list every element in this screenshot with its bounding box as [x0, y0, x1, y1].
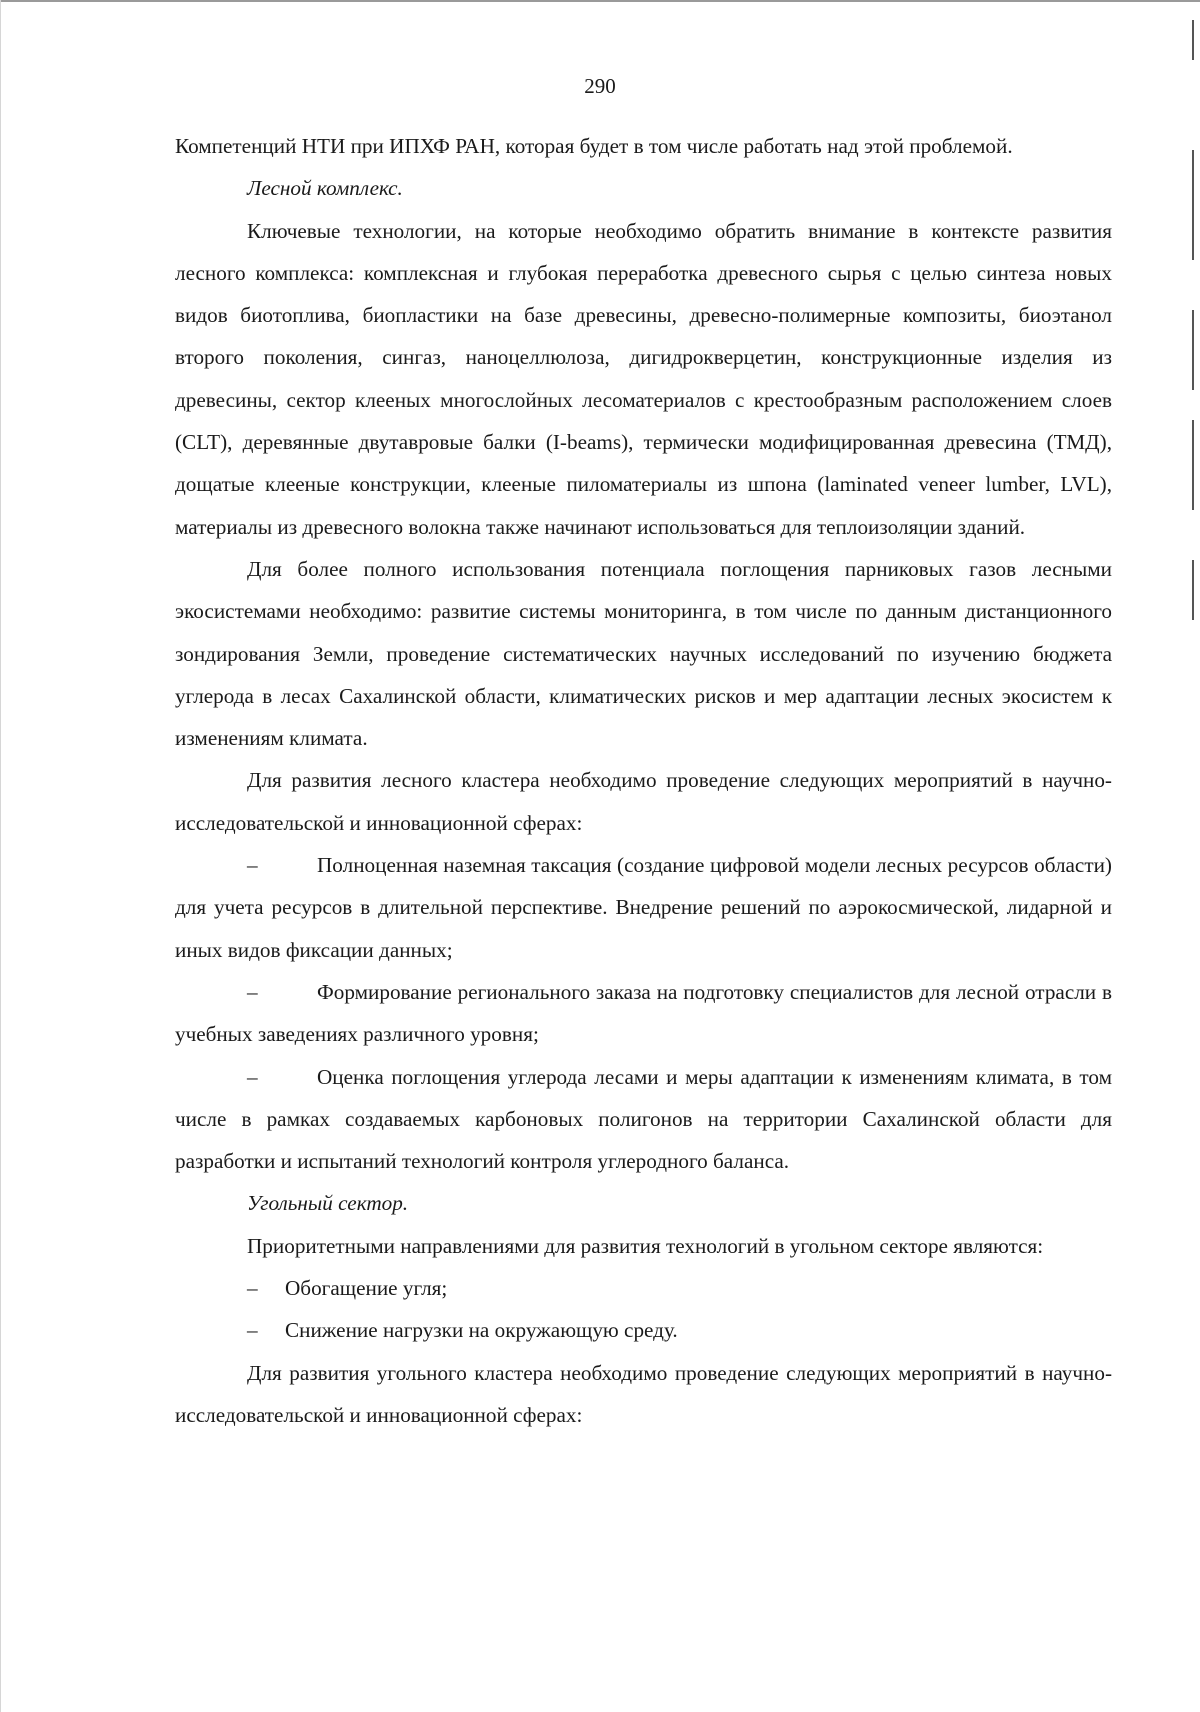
scan-edge-left — [0, 0, 1, 1712]
scan-mark — [1192, 150, 1194, 260]
scan-mark — [1192, 560, 1194, 620]
document-body — [175, 125, 1112, 1436]
body-paragraph: Для развития лесного кластера необходимо проведение следующих мероприятий в научно-исследовательской и инновационной сферах: — [175, 768, 1112, 835]
list-dash: – — [247, 1064, 258, 1089]
list-item — [175, 1309, 1112, 1351]
section-heading-coal: Угольный сектор. — [247, 1191, 409, 1216]
body-paragraph: Приоритетными направлениями для развития технологий в угольном секторе являются: — [247, 1233, 1044, 1258]
list-dash: – — [247, 979, 258, 1004]
scan-edge-top — [0, 0, 1200, 2]
scan-mark — [1192, 310, 1194, 390]
list-item-text: Оценка поглощения углерода лесами и меры адаптации к изменениям климата, в том числе в рамках создаваемых карбоновых полигонов на территории Сахалинской области для разработки и испытаний технологий контроля углеродного баланса. — [175, 1064, 1112, 1174]
list-dash: – — [247, 853, 258, 878]
section-heading-forest: Лесной комплекс. — [247, 176, 403, 201]
continuation-paragraph: Компетенций НТИ при ИПХФ РАН, которая будет в том числе работать над этой проблемой. — [175, 134, 1013, 158]
list-item — [175, 1056, 1112, 1183]
list-item-text: Полноценная наземная таксация (создание цифровой модели лесных ресурсов области) для учета ресурсов в длительной перспективе. Внедрение решений по аэрокосмической, лидарной и иных видов фиксации данных; — [175, 853, 1112, 962]
list-item — [175, 1267, 1112, 1309]
list-item-text: Формирование регионального заказа на подготовку специалистов для лесной отрасли в учебных заведениях различного уровня; — [175, 979, 1112, 1047]
list-dash: – — [247, 1318, 258, 1343]
scan-mark — [1192, 20, 1194, 60]
body-paragraph: Для более полного использования потенциала поглощения парниковых газов лесными экосистемами необходимо: развитие системы мониторинга, в том числе по данным дистанционного зондирования Земли, проведение систематических научных исследований по изучению бюджета углерода в лесах Сахалинской области, климатических рисков и мер адаптации лесных экосистем к изменениям климата. — [175, 556, 1112, 751]
list-item-text: Снижение нагрузки на окружающую среду. — [285, 1318, 678, 1343]
list-item-text: Обогащение угля; — [285, 1276, 448, 1301]
page-number: 290 — [584, 74, 616, 98]
list-item — [175, 844, 1112, 971]
list-dash: – — [247, 1276, 258, 1301]
scan-mark — [1192, 420, 1194, 510]
body-paragraph: Ключевые технологии, на которые необходимо обратить внимание в контексте развития лесного комплекса: комплексная и глубокая переработка древесного сырья с целью синтеза новых видов биотоплива, биопластики на базе древесины, древесно-полимерные композиты, биоэтанол второго поколения, сингаз, наноцеллюлоза, дигидрокверцетин, конструкционные изделия из древесины, сектор клееных многослойных лесоматериалов с крестообразным расположением слоев (CLT), деревянные двутавровые балки (I-beams), термически модифицированная древесина (ТМД), дощатые клееные конструкции, клееные пиломатериалы из шпона (laminated veneer lumber, LVL), материалы из древесного волокна также начинают использоваться для теплоизоляции зданий. — [175, 218, 1112, 539]
list-item — [175, 971, 1112, 1056]
body-paragraph: Для развития угольного кластера необходимо проведение следующих мероприятий в научно-исследовательской и инновационной сферах: — [175, 1360, 1112, 1427]
